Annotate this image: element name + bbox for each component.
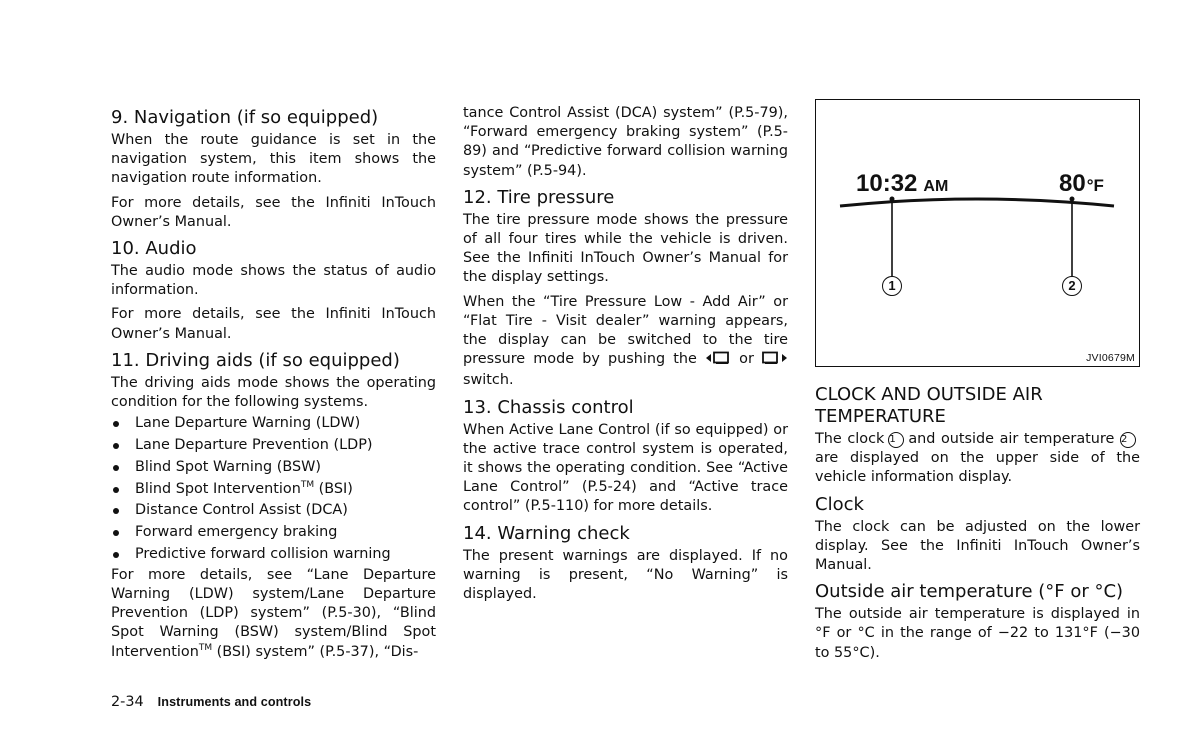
tire-paragraph-2 <box>463 293 788 391</box>
list-item <box>111 500 436 522</box>
trademark-sup: TM <box>198 642 213 653</box>
clock-time: 10:32 <box>856 170 918 197</box>
text-run: are displayed on the upper side of the vehicle information display. <box>815 450 1140 486</box>
clock-ampm: AM <box>923 178 949 195</box>
list-item <box>111 479 436 501</box>
navigation-more-details: For more details, see the Infiniti InTouch Owner’s Manual. <box>111 194 436 230</box>
list-item <box>111 544 436 566</box>
audio-paragraph: The audio mode shows the status of audio information. <box>111 263 436 299</box>
bullet-icon <box>113 443 119 449</box>
list-item-text: Lane Departure Warning (LDW) <box>135 415 361 432</box>
page-footer <box>111 692 311 712</box>
list-item-text: Predictive forward collision warning <box>135 546 391 563</box>
list-item-text: Blind Spot Warning (BSW) <box>135 458 321 475</box>
text-run: The clock <box>815 431 885 447</box>
warning-paragraph: The present warnings are displayed. If no warning is present, “No Warning” is displayed. <box>463 547 788 603</box>
list-item-text: Distance Control Assist (DCA) <box>135 502 348 519</box>
bullet-icon <box>113 530 119 536</box>
clock-paragraph: The clock can be adjusted on the lower display. See the Infiniti InTouch Owner’s Manual. <box>815 518 1140 574</box>
column-left <box>111 104 436 667</box>
bullet-icon <box>113 421 119 427</box>
switch-right-icon <box>762 351 788 371</box>
callout-ref-1: 1 <box>888 432 904 448</box>
bullet-icon <box>113 552 119 558</box>
driving-aids-more-details <box>111 566 436 662</box>
bullet-icon <box>113 465 119 471</box>
clock-oat-paragraph <box>815 430 1140 488</box>
trademark-sup: TM <box>300 479 315 490</box>
driving-aids-list <box>111 413 436 566</box>
list-item <box>111 457 436 479</box>
text-run: or <box>731 351 762 368</box>
list-item-text: Forward emergency braking <box>135 524 338 541</box>
list-item-text-tail: (BSI) <box>314 480 353 497</box>
text-run: and outside air temperature <box>908 431 1115 447</box>
heading-outside-air-temperature: Outside air temperature (°F or °C) <box>815 581 1124 603</box>
switch-left-icon <box>705 351 731 371</box>
page-number: 2-34 <box>111 694 144 710</box>
callout-ref-2: 2 <box>1120 432 1136 448</box>
temperature-readout <box>1059 170 1104 198</box>
column-right <box>815 382 1140 668</box>
display-illustration <box>816 100 1138 365</box>
continued-paragraph: tance Control Assist (DCA) system” (P.5-79), “Forward emergency braking system” (P.5-89) and “Predictive forward collision warning system” (P.5-94). <box>463 105 788 179</box>
temperature-value: 80 <box>1059 170 1086 197</box>
oat-paragraph: The outside air temperature is displayed in °F or °C in the range of −22 to 131°F (−30 to 55°C). <box>815 606 1140 661</box>
list-item-text: Blind Spot Intervention <box>135 480 301 497</box>
list-item-text: Lane Departure Prevention (LDP) <box>135 437 373 454</box>
bullet-icon <box>113 508 119 514</box>
column-middle <box>463 104 788 609</box>
bullet-icon <box>113 487 119 493</box>
list-item <box>111 522 436 544</box>
callout-2-marker: 2 <box>1062 276 1082 296</box>
heading-warning-check: 14. Warning check <box>463 522 630 544</box>
list-item <box>111 435 436 457</box>
callout-1-marker: 1 <box>882 276 902 296</box>
text-run: For more details, see “Lane Departure Warning (LDW) system/Lane Departure Prevention (LDP) system” (P.5-30), “Blind Spot Warning (BSW) system/Blind Spot Intervention <box>111 566 436 660</box>
section-title: Instruments and controls <box>157 695 312 709</box>
heading-navigation: 9. Navigation (if so equipped) <box>111 107 379 128</box>
heading-clock-oat: CLOCK AND OUTSIDE AIR TEMPERATURE <box>815 384 1043 427</box>
heading-chassis-control: 13. Chassis control <box>463 396 634 418</box>
heading-tire-pressure: 12. Tire pressure <box>463 186 615 208</box>
figure-id: JVI0679M <box>1086 352 1135 364</box>
heading-driving-aids: 11. Driving aids (if so equipped) <box>111 349 400 371</box>
temperature-unit: °F <box>1086 176 1104 195</box>
audio-more-details: For more details, see the Infiniti InTouch Owner’s Manual. <box>111 306 436 342</box>
text-run: (BSI) system” (P.5-37), “Dis- <box>212 643 419 660</box>
tire-paragraph-1: The tire pressure mode shows the pressure of all four tires while the vehicle is driven. See the Infiniti InTouch Owner’s Manual for the display settings. <box>463 211 788 286</box>
display-figure <box>815 99 1140 367</box>
text-run: switch. <box>463 372 514 389</box>
chassis-paragraph: When Active Lane Control (if so equipped) or the active trace control system is operated, it shows the operating condition. See “Active Lane Control” (P.5-24) and “Active trace control” (P.5-110) for more details. <box>463 421 788 515</box>
clock-readout <box>856 170 948 198</box>
list-item <box>111 413 436 435</box>
heading-audio: 10. Audio <box>111 238 197 260</box>
driving-aids-paragraph: The driving aids mode shows the operating condition for the following systems. <box>111 374 436 411</box>
navigation-paragraph: When the route guidance is set in the navigation system, this item shows the navigation route information. <box>111 132 436 187</box>
text-run: When the “Tire Pressure Low - Add Air” or “Flat Tire - Visit dealer” warning appears, the display can be switched to the tire pressure mode by pushing the <box>463 293 788 368</box>
heading-clock: Clock <box>815 493 864 515</box>
